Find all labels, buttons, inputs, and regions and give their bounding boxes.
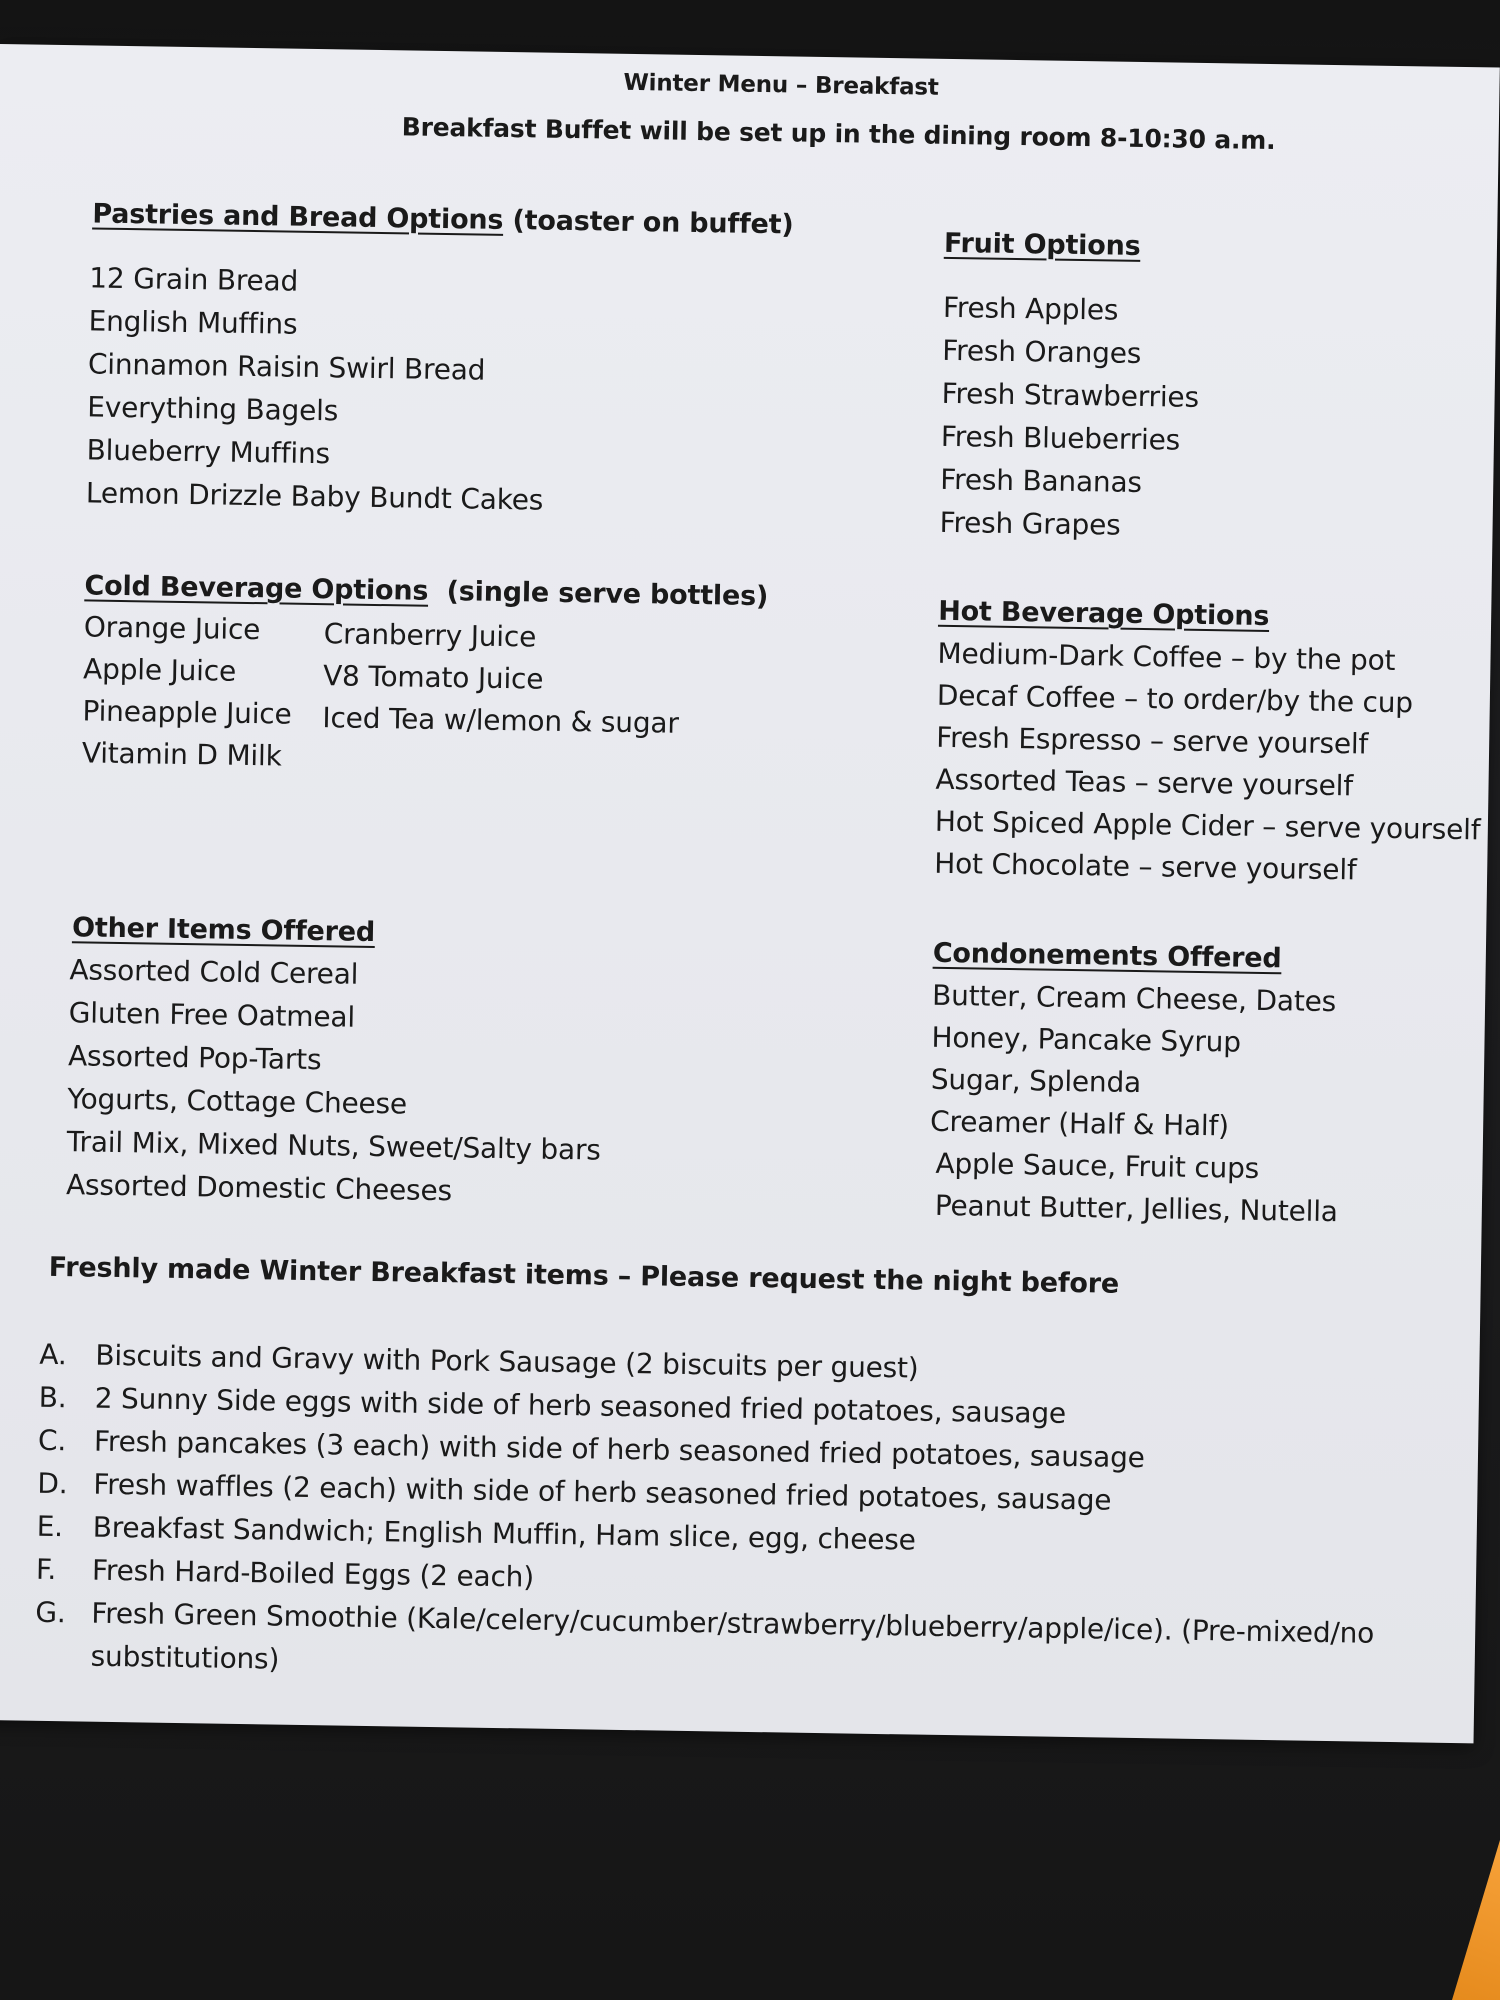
other-item: Assorted Cold Cereal [69,953,359,991]
pastry-item: Blueberry Muffins [86,433,331,471]
hot-beverage-item: Decaf Coffee – to order/by the cup [936,678,1414,720]
hot-beverage-heading: Hot Beverage Options [937,595,1270,633]
pastry-item: Lemon Drizzle Baby Bundt Cakes [85,476,544,517]
fresh-item-letter: G. [35,1595,66,1630]
cold-beverage-item: V8 Tomato Juice [322,659,544,696]
cold-beverage-item: Iced Tea w/lemon & sugar [322,701,679,740]
cold-beverage-item: Apple Juice [82,652,237,688]
fruit-item: Fresh Strawberries [941,376,1200,414]
other-item: Assorted Pop-Tarts [67,1039,322,1077]
fruit-heading: Fruit Options [943,227,1141,262]
hot-beverage-item: Fresh Espresso – serve yourself [935,720,1369,761]
condiment-item: Peanut Butter, Jellies, Nutella [934,1188,1339,1229]
menu-sheet [0,44,1500,1743]
fresh-item-continuation: substitutions) [90,1639,280,1676]
fruit-item: Fresh Grapes [939,505,1121,542]
fruit-item: Fresh Apples [942,290,1119,327]
fresh-item [39,1338,919,1386]
pastries-heading-label: Pastries and Bread Options [92,198,504,236]
other-item: Yogurts, Cottage Cheese [67,1082,408,1121]
fruit-item: Fresh Oranges [942,333,1142,370]
fresh-item-letter: C. [37,1423,67,1458]
cold-beverage-heading [84,569,768,614]
other-item: Gluten Free Oatmeal [68,996,356,1034]
other-item: Trail Mix, Mixed Nuts, Sweet/Salty bars [66,1125,601,1167]
hot-beverage-item: Hot Spiced Apple Cider – serve yourself [934,804,1481,847]
menu-subtitle: Breakfast Buffet will be set up in the dining room 8-10:30 a.m. [401,112,1276,156]
pastries-heading [92,197,794,242]
condiments-heading: Condonements Offered [932,937,1282,975]
fresh-item [37,1467,1111,1518]
other-items-heading: Other Items Offered [71,912,376,948]
cold-beverage-heading-label: Cold Beverage Options [84,570,429,607]
fresh-item-letter: F. [35,1552,57,1587]
hot-beverage-item: Hot Chocolate – serve yourself [933,846,1357,887]
fresh-item [38,1381,1066,1431]
fresh-item-text: 2 Sunny Side eggs with side of herb seasoned fried potatoes, sausage [94,1381,1067,1430]
fresh-item-letter: E. [36,1509,64,1544]
fruit-item: Fresh Blueberries [940,419,1181,457]
pastry-item: English Muffins [88,304,298,341]
other-item: Assorted Domestic Cheeses [65,1168,453,1208]
fresh-item [36,1510,916,1558]
cold-beverage-heading-note: (single serve bottles) [428,575,769,613]
pastry-item: 12 Grain Bread [89,261,299,298]
fresh-items-heading: Freshly made Winter Breakfast items – Please request the night before [48,1251,1120,1300]
cold-beverage-item: Orange Juice [83,610,261,647]
condiment-item: Creamer (Half & Half) [929,1104,1230,1143]
fresh-item [36,1553,534,1595]
fresh-item-letter: D. [37,1466,68,1501]
cold-beverage-item: Pineapple Juice [82,694,292,731]
fresh-item-text: Breakfast Sandwich; English Muffin, Ham slice, egg, cheese [92,1510,916,1557]
fresh-item-text: Fresh Hard-Boiled Eggs (2 each) [91,1553,535,1594]
condiment-item: Honey, Pancake Syrup [931,1020,1242,1059]
pastry-item: Cinnamon Raisin Swirl Bread [87,347,486,387]
fresh-item-text: Fresh pancakes (3 each) with side of herb seasoned fried potatoes, sausage [93,1424,1145,1475]
fruit-item: Fresh Bananas [940,462,1143,499]
menu-title: Winter Menu – Breakfast [623,69,939,101]
fresh-item [38,1424,1145,1475]
cold-beverage-item: Vitamin D Milk [81,736,282,773]
cold-beverage-item: Cranberry Juice [323,617,537,654]
condiment-item: Butter, Cream Cheese, Dates [931,978,1337,1019]
fresh-item-letter: B. [38,1380,67,1415]
fresh-item-text: Fresh waffles (2 each) with side of herb seasoned fried potatoes, sausage [93,1467,1112,1517]
hot-beverage-item: Medium-Dark Coffee – by the pot [937,636,1396,677]
condiment-item: Sugar, Splenda [930,1062,1142,1100]
condiment-item: Apple Sauce, Fruit cups [935,1146,1260,1185]
fresh-item-text: Fresh Green Smoothie (Kale/celery/cucumber/strawberry/blueberry/apple/ice). (Pre-mixed/no [91,1596,1375,1650]
pastry-item: Everything Bagels [87,390,339,428]
pastries-heading-note: (toaster on buffet) [503,204,794,241]
hot-beverage-item: Assorted Teas – serve yourself [935,762,1354,803]
fresh-item-text: Biscuits and Gravy with Pork Sausage (2 biscuits per guest) [95,1338,919,1385]
fresh-item-letter: A. [39,1337,67,1372]
